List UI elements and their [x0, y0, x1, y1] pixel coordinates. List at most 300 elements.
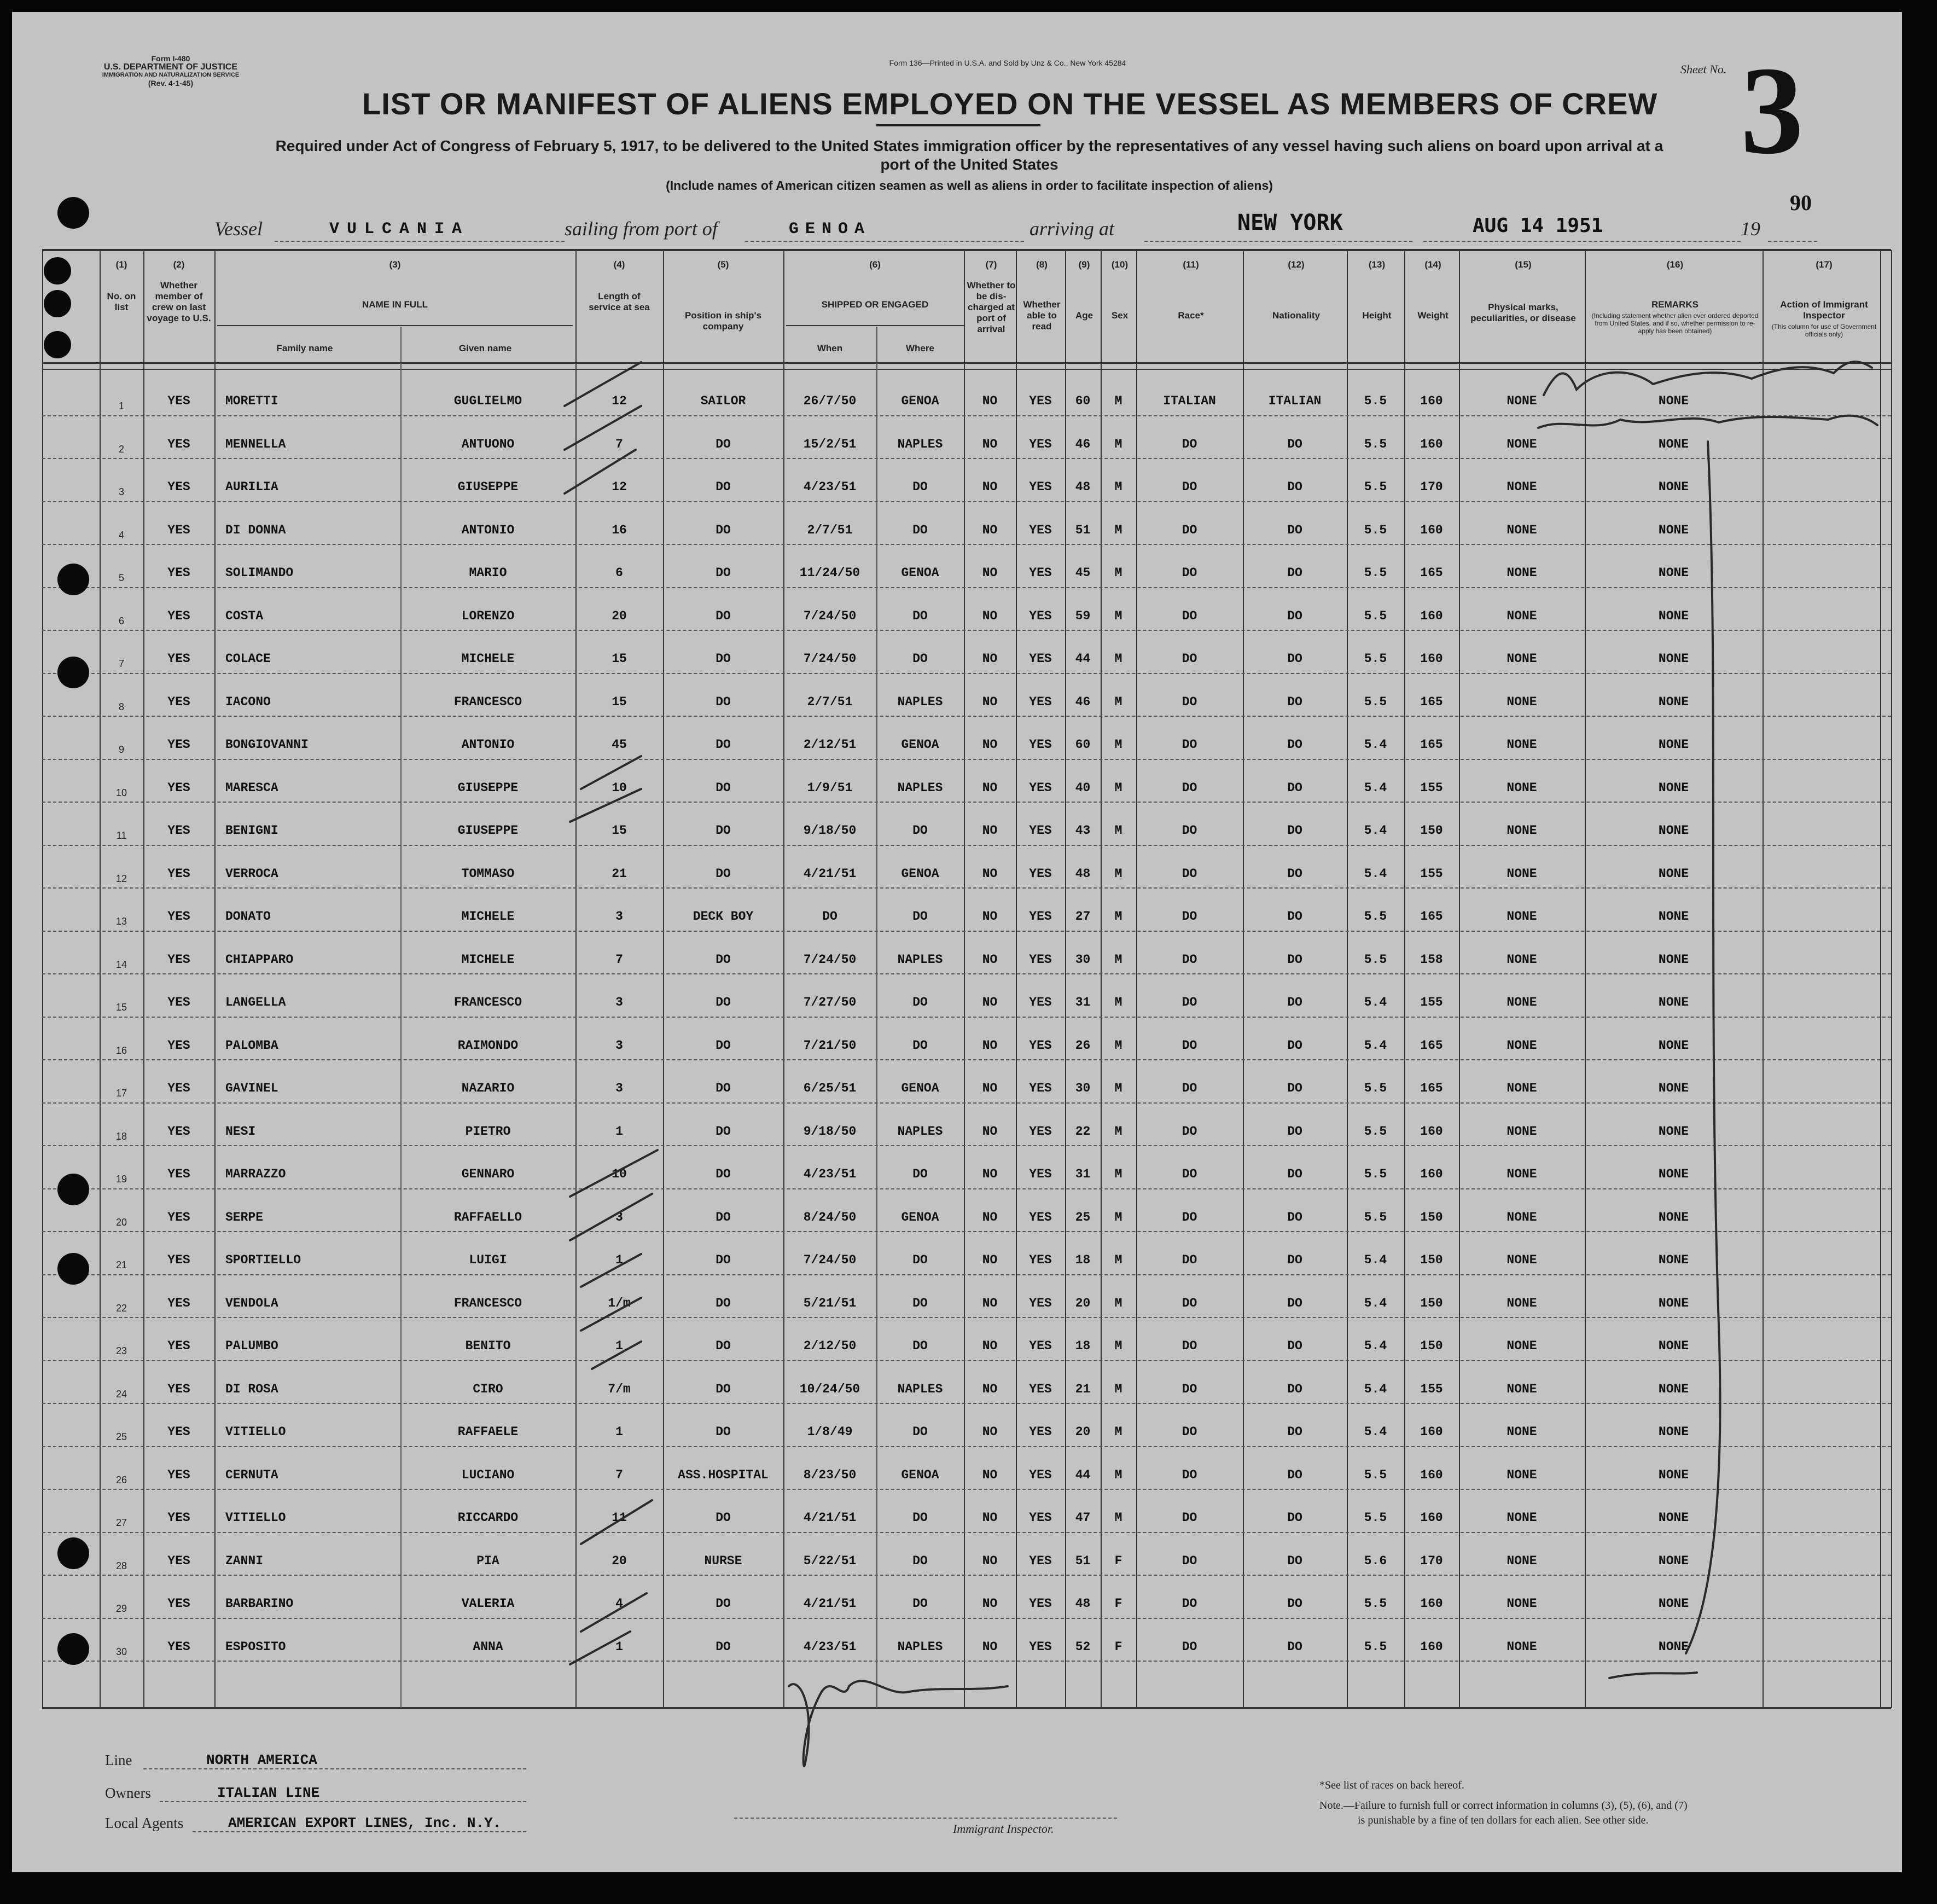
- cell-sex: M: [1114, 995, 1122, 1009]
- cell-remarks: NONE: [1658, 480, 1689, 494]
- cell-when: 7/24/50: [803, 652, 857, 666]
- cell-no: 7: [118, 658, 124, 669]
- col-head-17: Action of Immigrant Inspector: [1780, 299, 1868, 321]
- cell-service: 12: [612, 394, 627, 408]
- col-head-14: Weight: [1417, 310, 1449, 321]
- cell-position: ASS.HOSPITAL: [678, 1467, 769, 1482]
- cell-race: DO: [1182, 1639, 1197, 1654]
- cell-race: DO: [1182, 523, 1197, 537]
- cell-sex: M: [1114, 437, 1122, 451]
- cell-family: VITIELLO: [225, 1511, 286, 1525]
- col-num-14: (14): [1424, 259, 1441, 270]
- cell-age: 20: [1075, 1425, 1091, 1439]
- cell-crew: YES: [167, 1038, 190, 1053]
- cell-when: 2/7/51: [807, 694, 853, 709]
- cell-no: 26: [115, 1474, 127, 1485]
- cell-where: DO: [912, 823, 928, 838]
- cell-race: DO: [1182, 1597, 1197, 1611]
- revision: (Rev. 4-1-45): [148, 79, 194, 88]
- cell-where: DO: [912, 1038, 928, 1053]
- cell-remarks: NONE: [1658, 952, 1689, 967]
- requirement-line-1: Required under Act of Congress of February 5, 1917, to be delivered to the United States immigration officer by the representatives of any vessel having such aliens on board upon arrival at a: [275, 137, 1663, 154]
- cell-position: DO: [716, 608, 731, 623]
- cell-service: 16: [612, 523, 627, 537]
- cell-given: BENITO: [465, 1339, 511, 1353]
- col-head-9: Age: [1075, 310, 1093, 321]
- cell-when: 26/7/50: [803, 394, 857, 408]
- cell-no: 6: [118, 615, 124, 626]
- cell-position: DO: [716, 1038, 731, 1053]
- cell-crew: YES: [167, 1511, 190, 1525]
- col-head-16: REMARKS: [1651, 299, 1698, 310]
- cell-position: DO: [716, 1511, 731, 1525]
- cell-no: 18: [115, 1130, 127, 1142]
- col-head-11: Race*: [1178, 310, 1204, 321]
- cell-remarks: NONE: [1658, 1296, 1689, 1310]
- cell-crew: YES: [167, 566, 190, 580]
- cell-family: AURILIA: [225, 480, 278, 494]
- cell-where: DO: [912, 1425, 928, 1439]
- cell-when: 1/9/51: [807, 780, 853, 795]
- cell-position: DO: [716, 823, 731, 838]
- cell-given: FRANCESCO: [453, 995, 522, 1009]
- inspector-signature-line: [734, 1818, 1117, 1819]
- cell-marks: NONE: [1506, 480, 1537, 494]
- cell-service: 1/m: [608, 1296, 631, 1310]
- cell-remarks: NONE: [1658, 1124, 1689, 1139]
- cell-age: 26: [1075, 1038, 1091, 1053]
- cell-weight: 155: [1420, 866, 1443, 881]
- cell-where: DO: [912, 1253, 928, 1267]
- cell-position: DO: [716, 780, 731, 795]
- cell-service: 15: [612, 652, 627, 666]
- cell-discharged: NO: [982, 608, 998, 623]
- cell-remarks: NONE: [1658, 780, 1689, 795]
- cell-age: 31: [1075, 995, 1091, 1009]
- cell-read: YES: [1029, 1124, 1052, 1139]
- cell-position: DO: [716, 1425, 731, 1439]
- cell-marks: NONE: [1506, 1381, 1537, 1396]
- cell-marks: NONE: [1506, 1467, 1537, 1482]
- cell-age: 21: [1075, 1381, 1091, 1396]
- cell-crew: YES: [167, 1339, 190, 1353]
- col-num-11: (11): [1183, 259, 1199, 270]
- cell-where: GENOA: [901, 738, 939, 752]
- cell-read: YES: [1029, 566, 1052, 580]
- date-stamp: AUG 14 1951: [1473, 214, 1603, 237]
- cell-nationality: DO: [1287, 1339, 1302, 1353]
- cell-race: DO: [1182, 694, 1197, 709]
- cell-service: 7: [615, 952, 623, 967]
- col-num-4: (4): [613, 259, 625, 270]
- col-head-family: Family name: [276, 343, 333, 353]
- cell-marks: NONE: [1506, 1553, 1537, 1568]
- col-head-10: Sex: [1111, 310, 1129, 321]
- cell-sex: M: [1114, 523, 1122, 537]
- cell-remarks: NONE: [1658, 1639, 1689, 1654]
- cell-discharged: NO: [982, 823, 998, 838]
- cell-no: 24: [115, 1388, 127, 1400]
- cell-where: DO: [912, 909, 928, 924]
- cell-family: ZANNI: [225, 1553, 264, 1568]
- punch-hole: [57, 564, 89, 595]
- cell-no: 11: [116, 830, 127, 841]
- cell-given: RAFFAELLO: [453, 1210, 522, 1224]
- cell-weight: 160: [1420, 652, 1443, 666]
- cell-nationality: ITALIAN: [1268, 394, 1322, 408]
- cell-weight: 155: [1420, 995, 1443, 1009]
- cell-remarks: NONE: [1658, 394, 1689, 408]
- cell-given: RAIMONDO: [457, 1038, 519, 1053]
- cell-crew: YES: [167, 694, 190, 709]
- cell-when: 7/24/50: [803, 1253, 857, 1267]
- cell-when: 4/23/51: [803, 1167, 857, 1181]
- col-num-15: (15): [1515, 259, 1532, 270]
- cell-given: MICHELE: [461, 952, 515, 967]
- cell-given: LUIGI: [469, 1253, 507, 1267]
- cell-read: YES: [1029, 1639, 1052, 1654]
- cell-service: 12: [612, 480, 627, 494]
- cell-service: 20: [612, 608, 627, 623]
- cell-when: 7/24/50: [803, 952, 857, 967]
- punch-hole: [44, 290, 71, 317]
- cell-age: 59: [1075, 608, 1091, 623]
- cell-read: YES: [1029, 1167, 1052, 1181]
- cell-crew: YES: [167, 480, 190, 494]
- cell-read: YES: [1029, 1381, 1052, 1396]
- cell-marks: NONE: [1506, 1597, 1537, 1611]
- cell-remarks: NONE: [1658, 909, 1689, 924]
- cell-when: 7/24/50: [803, 608, 857, 623]
- cell-age: 48: [1075, 1597, 1091, 1611]
- cell-read: YES: [1029, 738, 1052, 752]
- cell-remarks: NONE: [1658, 1381, 1689, 1396]
- cell-discharged: NO: [982, 480, 998, 494]
- cell-read: YES: [1029, 523, 1052, 537]
- cell-family: LANGELLA: [225, 995, 286, 1009]
- punch-hole: [57, 657, 89, 688]
- cell-where: GENOA: [901, 1081, 939, 1095]
- cell-height: 5.4: [1364, 738, 1387, 752]
- cell-age: 60: [1075, 394, 1091, 408]
- cell-race: DO: [1182, 1167, 1197, 1181]
- cell-age: 51: [1075, 523, 1091, 537]
- cell-no: 8: [118, 701, 124, 712]
- cell-where: NAPLES: [897, 1381, 943, 1396]
- owners-value: ITALIAN LINE: [217, 1785, 320, 1801]
- cell-family: COSTA: [225, 608, 264, 623]
- cell-crew: YES: [167, 437, 190, 451]
- cell-where: NAPLES: [897, 694, 943, 709]
- cell-no: 12: [115, 873, 127, 884]
- cell-no: 22: [115, 1302, 127, 1314]
- punch-hole: [44, 331, 71, 358]
- cell-where: DO: [912, 1339, 928, 1353]
- cell-position: DO: [716, 1253, 731, 1267]
- cell-service: 1: [615, 1639, 623, 1654]
- cell-crew: YES: [167, 523, 190, 537]
- cell-nationality: DO: [1287, 1425, 1302, 1439]
- cell-read: YES: [1029, 1081, 1052, 1095]
- cell-nationality: DO: [1287, 1210, 1302, 1224]
- cell-where: DO: [912, 652, 928, 666]
- cell-remarks: NONE: [1658, 1339, 1689, 1353]
- cell-race: DO: [1182, 738, 1197, 752]
- cell-weight: 160: [1420, 437, 1443, 451]
- cell-sex: M: [1114, 694, 1122, 709]
- cell-sex: M: [1114, 823, 1122, 838]
- punch-hole: [57, 197, 89, 229]
- cell-where: GENOA: [901, 866, 939, 881]
- cell-remarks: NONE: [1658, 1081, 1689, 1095]
- cell-discharged: NO: [982, 1253, 998, 1267]
- cell-position: DO: [716, 1081, 731, 1095]
- cell-service: 6: [615, 566, 623, 580]
- penalty-note-1: Note.—Failure to furnish full or correct information in columns (3), (5), (6), and (7): [1319, 1799, 1688, 1812]
- col-head-7: Whether to be dis-charged at port of arrival: [967, 280, 1016, 334]
- cell-marks: NONE: [1506, 909, 1537, 924]
- cell-remarks: NONE: [1658, 1167, 1689, 1181]
- cell-given: CIRO: [473, 1381, 503, 1396]
- cell-age: 43: [1075, 823, 1091, 838]
- cell-read: YES: [1029, 823, 1052, 838]
- cell-discharged: NO: [982, 1511, 998, 1525]
- cell-nationality: DO: [1287, 823, 1302, 838]
- cell-height: 5.5: [1364, 523, 1387, 537]
- cell-crew: YES: [167, 995, 190, 1009]
- cell-no: 9: [118, 744, 124, 755]
- cell-no: 14: [115, 959, 127, 970]
- cell-service: 20: [612, 1553, 627, 1568]
- cell-family: MORETTI: [225, 394, 278, 408]
- cell-age: 48: [1075, 866, 1091, 881]
- cell-height: 5.4: [1364, 1339, 1387, 1353]
- races-note: *See list of races on back hereof.: [1319, 1779, 1464, 1791]
- cell-sex: M: [1114, 1467, 1122, 1482]
- department: U.S. DEPARTMENT OF JUSTICE: [103, 62, 238, 72]
- cell-crew: YES: [167, 1553, 190, 1568]
- cell-remarks: NONE: [1658, 1210, 1689, 1224]
- cell-given: MARIO: [469, 566, 507, 580]
- cell-nationality: DO: [1287, 995, 1302, 1009]
- col-head-3: NAME IN FULL: [362, 299, 428, 310]
- cell-race: DO: [1182, 1081, 1197, 1095]
- cell-age: 45: [1075, 566, 1091, 580]
- cell-given: MICHELE: [461, 652, 515, 666]
- cell-height: 5.5: [1364, 437, 1387, 451]
- cell-nationality: DO: [1287, 1253, 1302, 1267]
- cell-height: 5.5: [1364, 694, 1387, 709]
- col-head-where: Where: [906, 343, 934, 353]
- cell-marks: NONE: [1506, 652, 1537, 666]
- cell-crew: YES: [167, 909, 190, 924]
- cell-height: 5.5: [1364, 566, 1387, 580]
- cell-given: ANTONIO: [461, 523, 515, 537]
- cell-weight: 160: [1420, 1467, 1443, 1482]
- cell-read: YES: [1029, 694, 1052, 709]
- cell-nationality: DO: [1287, 1296, 1302, 1310]
- cell-read: YES: [1029, 780, 1052, 795]
- cell-no: 28: [115, 1560, 127, 1571]
- cell-nationality: DO: [1287, 1167, 1302, 1181]
- handwriting-overlay: [12, 12, 1902, 1872]
- cell-height: 5.4: [1364, 1296, 1387, 1310]
- cell-sex: M: [1114, 394, 1122, 408]
- line-value: NORTH AMERICA: [206, 1752, 317, 1768]
- cell-no: 27: [115, 1517, 127, 1528]
- cell-height: 5.5: [1364, 1639, 1387, 1654]
- cell-sex: M: [1114, 1167, 1122, 1181]
- cell-when: 5/21/51: [803, 1296, 857, 1310]
- cell-height: 5.5: [1364, 1081, 1387, 1095]
- cell-height: 5.4: [1364, 1425, 1387, 1439]
- cell-crew: YES: [167, 1167, 190, 1181]
- cell-position: DO: [716, 1210, 731, 1224]
- cell-given: ANTUONO: [461, 437, 515, 451]
- cell-read: YES: [1029, 480, 1052, 494]
- cell-given: TOMMASO: [461, 866, 515, 881]
- requirement-line-2: port of the United States: [880, 156, 1058, 173]
- agents-underline: [193, 1831, 526, 1832]
- cell-where: GENOA: [901, 1467, 939, 1482]
- cell-service: 3: [615, 909, 623, 924]
- cell-no: 15: [115, 1002, 127, 1013]
- cell-family: DONATO: [225, 909, 271, 924]
- cell-read: YES: [1029, 866, 1052, 881]
- cell-where: DO: [912, 995, 928, 1009]
- cell-height: 5.5: [1364, 480, 1387, 494]
- cell-race: DO: [1182, 608, 1197, 623]
- cell-race: DO: [1182, 652, 1197, 666]
- cell-height: 5.5: [1364, 1597, 1387, 1611]
- cell-sex: M: [1114, 1339, 1122, 1353]
- cell-family: VENDOLA: [225, 1296, 278, 1310]
- col-head-16-note: (Including statement whether alien ever ordered deported from United States, and if so, whether permission to re-apply has been obtained): [1591, 312, 1759, 335]
- cell-remarks: NONE: [1658, 1425, 1689, 1439]
- cell-no: 2: [118, 443, 124, 455]
- col-head-6: SHIPPED OR ENGAGED: [821, 299, 929, 310]
- cell-race: ITALIAN: [1163, 394, 1216, 408]
- cell-position: DO: [716, 523, 731, 537]
- cell-marks: NONE: [1506, 866, 1537, 881]
- cell-discharged: NO: [982, 1210, 998, 1224]
- cell-nationality: DO: [1287, 866, 1302, 881]
- cell-family: BENIGNI: [225, 823, 278, 838]
- cell-race: DO: [1182, 1553, 1197, 1568]
- cell-where: GENOA: [901, 394, 939, 408]
- punch-hole: [57, 1537, 89, 1569]
- cell-crew: YES: [167, 1639, 190, 1654]
- cell-height: 5.5: [1364, 394, 1387, 408]
- cell-weight: 155: [1420, 780, 1443, 795]
- cell-age: 30: [1075, 952, 1091, 967]
- col-head-12: Nationality: [1272, 310, 1320, 321]
- cell-weight: 160: [1420, 608, 1443, 623]
- cell-marks: NONE: [1506, 1253, 1537, 1267]
- cell-nationality: DO: [1287, 1124, 1302, 1139]
- cell-nationality: DO: [1287, 1597, 1302, 1611]
- vessel-label: Vessel: [214, 218, 263, 240]
- col-num-2: (2): [173, 259, 185, 270]
- cell-read: YES: [1029, 1553, 1052, 1568]
- cell-crew: YES: [167, 952, 190, 967]
- cell-height: 5.6: [1364, 1553, 1387, 1568]
- owners-label: Owners: [105, 1785, 151, 1801]
- cell-discharged: NO: [982, 1639, 998, 1654]
- cell-where: DO: [912, 1296, 928, 1310]
- cell-height: 5.5: [1364, 952, 1387, 967]
- cell-weight: 158: [1420, 952, 1443, 967]
- cell-marks: NONE: [1506, 1511, 1537, 1525]
- cell-sex: F: [1114, 1639, 1122, 1654]
- cell-where: NAPLES: [897, 1124, 943, 1139]
- cell-marks: NONE: [1506, 823, 1537, 838]
- cell-crew: YES: [167, 738, 190, 752]
- cell-crew: YES: [167, 866, 190, 881]
- cell-discharged: NO: [982, 780, 998, 795]
- cell-given: GIUSEPPE: [457, 823, 519, 838]
- cell-sex: M: [1114, 952, 1122, 967]
- cell-crew: YES: [167, 1253, 190, 1267]
- cell-weight: 170: [1420, 480, 1443, 494]
- cell-sex: M: [1114, 1124, 1122, 1139]
- cell-when: 2/7/51: [807, 523, 853, 537]
- cell-service: 15: [612, 823, 627, 838]
- cell-remarks: NONE: [1658, 1253, 1689, 1267]
- cell-where: DO: [912, 523, 928, 537]
- agents-label: Local Agents: [105, 1815, 184, 1831]
- cell-discharged: NO: [982, 909, 998, 924]
- cell-position: DO: [716, 738, 731, 752]
- cell-position: DO: [716, 1296, 731, 1310]
- cell-no: 25: [115, 1431, 127, 1442]
- cell-marks: NONE: [1506, 995, 1537, 1009]
- inspector-signature: [789, 1681, 1008, 1766]
- cell-discharged: NO: [982, 1038, 998, 1053]
- cell-read: YES: [1029, 394, 1052, 408]
- cell-height: 5.5: [1364, 909, 1387, 924]
- cell-given: LUCIANO: [461, 1467, 515, 1482]
- cell-family: MARESCA: [225, 780, 278, 795]
- cell-sex: M: [1114, 608, 1122, 623]
- cell-marks: NONE: [1506, 1296, 1537, 1310]
- cell-remarks: NONE: [1658, 738, 1689, 752]
- cell-read: YES: [1029, 909, 1052, 924]
- cell-discharged: NO: [982, 694, 998, 709]
- cell-service: 1: [615, 1253, 623, 1267]
- sheet-label: Sheet No.: [1680, 62, 1727, 76]
- cell-nationality: DO: [1287, 909, 1302, 924]
- cell-family: DI ROSA: [225, 1381, 278, 1396]
- col-head-2: Whether member of crew on last voyage to U.S.: [147, 280, 211, 323]
- cell-weight: 150: [1420, 1296, 1443, 1310]
- cell-discharged: NO: [982, 1124, 998, 1139]
- cell-read: YES: [1029, 1425, 1052, 1439]
- cell-position: DO: [716, 866, 731, 881]
- col-head-4: Length of service at sea: [589, 291, 650, 312]
- service-check-marks: [565, 362, 658, 1664]
- cell-sex: M: [1114, 1425, 1122, 1439]
- cell-given: PIETRO: [465, 1124, 511, 1139]
- cell-race: DO: [1182, 1467, 1197, 1482]
- cell-when: 4/23/51: [803, 480, 857, 494]
- cell-race: DO: [1182, 780, 1197, 795]
- cell-marks: NONE: [1506, 1210, 1537, 1224]
- cell-service: 11: [612, 1511, 627, 1525]
- cell-remarks: NONE: [1658, 866, 1689, 881]
- cell-position: DO: [716, 1639, 731, 1654]
- cell-age: 18: [1075, 1339, 1091, 1353]
